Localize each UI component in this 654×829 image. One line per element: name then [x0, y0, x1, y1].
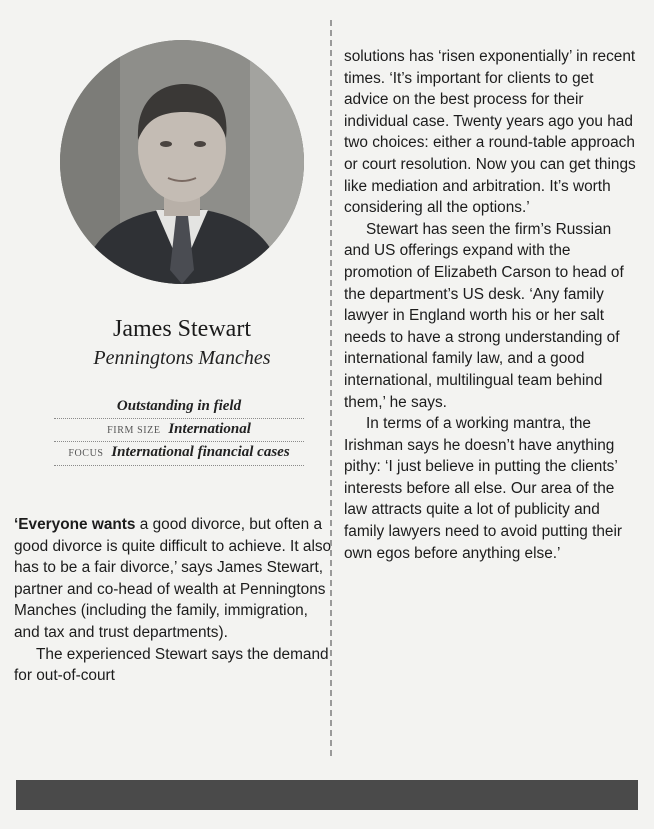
article-paragraph: solutions has ‘risen exponentially’ in recent times. ‘It’s important for clients to get advice on the best process for their individual case. Twenty years ago you had two choices: either a round-table approach or court resolution. Now you can get things like mediation and arbitration. It’s worth considering all the options.’: [344, 48, 636, 217]
article-paragraph: The experienced Stewart says the demand for out-of-court: [14, 645, 329, 685]
focus-label: FOCUS: [68, 448, 104, 459]
article-paragraph: [14, 514, 332, 644]
firm-size-value: International: [168, 421, 251, 437]
profile-firm: Penningtons Manches: [93, 347, 271, 369]
portrait-illustration: [60, 40, 304, 284]
footer-bar: [16, 780, 638, 810]
article-left-column: [14, 514, 332, 687]
award-row: [54, 396, 304, 419]
award-value: Outstanding in field: [116, 398, 242, 414]
article-paragraph: In terms of a working mantra, the Irishman says he doesn’t have anything pithy: ‘I just believe in putting the clients’ interests before all else. Our area of the law attracts quite a lot of publicity and family lawyers need to avoid putting their own egos before anything else.’: [344, 415, 623, 562]
focus-row: [54, 442, 304, 466]
firm-size-label: FIRM SIZE: [107, 425, 161, 436]
column-divider: [330, 20, 332, 756]
focus-value: International financial cases: [111, 444, 290, 460]
profile-column: [14, 0, 332, 775]
article-paragraph: Stewart has seen the firm’s Russian and US offerings expand with the promotion of Elizabeth Carson to head of the department’s US desk. ‘Any family lawyer in England worth his or her salt needs to have a strong understanding of international family law, and a good international, multilingual team behind them,’ he says.: [344, 220, 624, 411]
article-paragraph-text: a good divorce, but often a good divorce is quite difficult to achieve. It also has to be a fair divorce,’ says James Stewart, partner and co-head of wealth at Penningtons Manches (including the family, immigration, and tax and trust departments).: [14, 516, 332, 641]
article-right-column: [344, 46, 640, 564]
article-lead-in: ‘Everyone wants: [14, 516, 136, 533]
profile-meta-box: [54, 396, 304, 466]
firm-size-row: [54, 419, 304, 442]
portrait-photo: [60, 40, 304, 284]
profile-name: James Stewart: [113, 316, 251, 342]
